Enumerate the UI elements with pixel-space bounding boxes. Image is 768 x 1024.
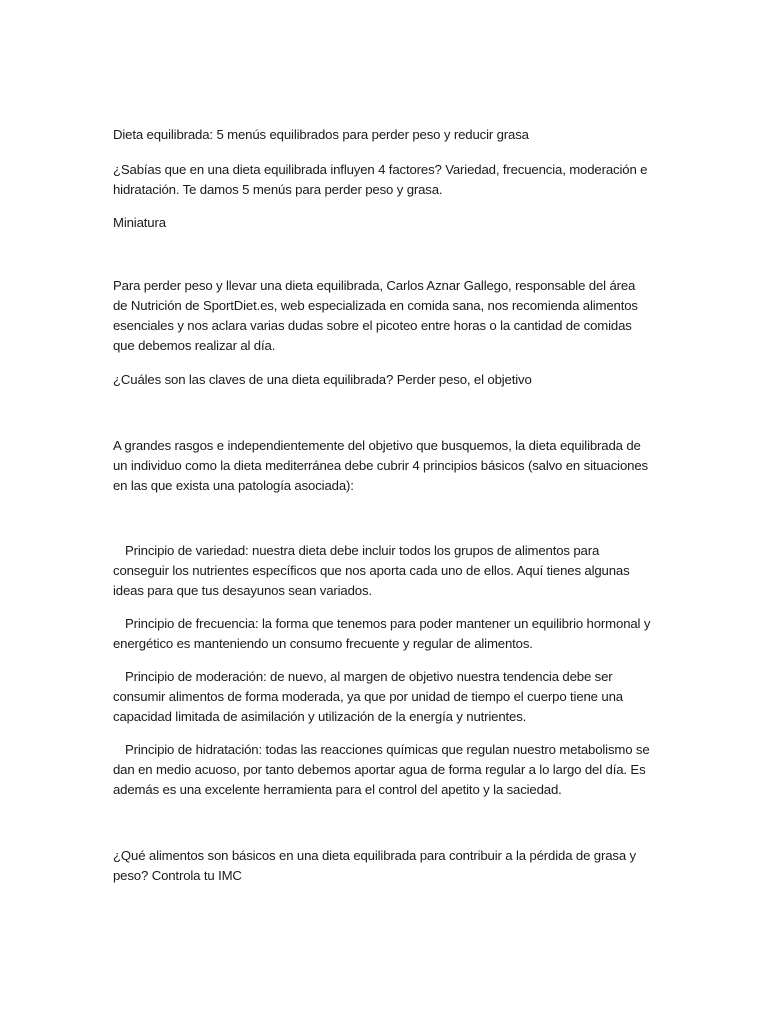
body-paragraph-1: Para perder peso y llevar una dieta equilibrada, Carlos Aznar Gallego, responsable del área de Nutrición de SportDiet.es, web especializada en comida sana, nos recomienda alimentos esenciales y nos aclara varias dudas sobre el picoteo entre horas o la cantidad de comidas que debemos realizar al día. (113, 278, 638, 353)
principle-frequency: Principio de frecuencia: la forma que tenemos para poder mantener un equilibrio hormonal y energético es manteniendo un consumo frecuente y regular de alimentos. (113, 616, 651, 651)
document-title: Dieta equilibrada: 5 menús equilibrados para perder peso y reducir grasa (113, 127, 529, 142)
principle-hydration: Principio de hidratación: todas las reacciones químicas que regulan nuestro metabolismo se dan en medio acuoso, por tanto debemos aportar agua de forma regular a lo largo del día. Es además es una excelente herramienta para el control del apetito y la saciedad. (113, 742, 650, 797)
intro-paragraph: ¿Sabías que en una dieta equilibrada influyen 4 factores? Variedad, frecuencia, moderación e hidratación. Te damos 5 menús para perder peso y grasa. (113, 162, 648, 197)
principle-variety: Principio de variedad: nuestra dieta debe incluir todos los grupos de alimentos para conseguir los nutrientes específicos que nos aporta cada uno de ellos. Aquí tienes algunas ideas para que tus desayunos sean variados. (113, 543, 630, 598)
section-heading-2: ¿Qué alimentos son básicos en una dieta equilibrada para contribuir a la pérdida de grasa y peso? Controla tu IMC (113, 848, 636, 883)
principle-moderation: Principio de moderación: de nuevo, al margen de objetivo nuestra tendencia debe ser consumir alimentos de forma moderada, ya que por unidad de tiempo el cuerpo tiene una capacidad limitada de asimilación y utilización de la energía y nutrientes. (113, 669, 623, 724)
body-paragraph-2: A grandes rasgos e independientemente del objetivo que busquemos, la dieta equilibrada de un individuo como la dieta mediterránea debe cubrir 4 principios básicos (salvo en situaciones en las que exista una patología asociada): (113, 438, 648, 493)
thumbnail-label: Miniatura (113, 215, 166, 230)
section-heading-1: ¿Cuáles son las claves de una dieta equilibrada? Perder peso, el objetivo (113, 372, 532, 387)
